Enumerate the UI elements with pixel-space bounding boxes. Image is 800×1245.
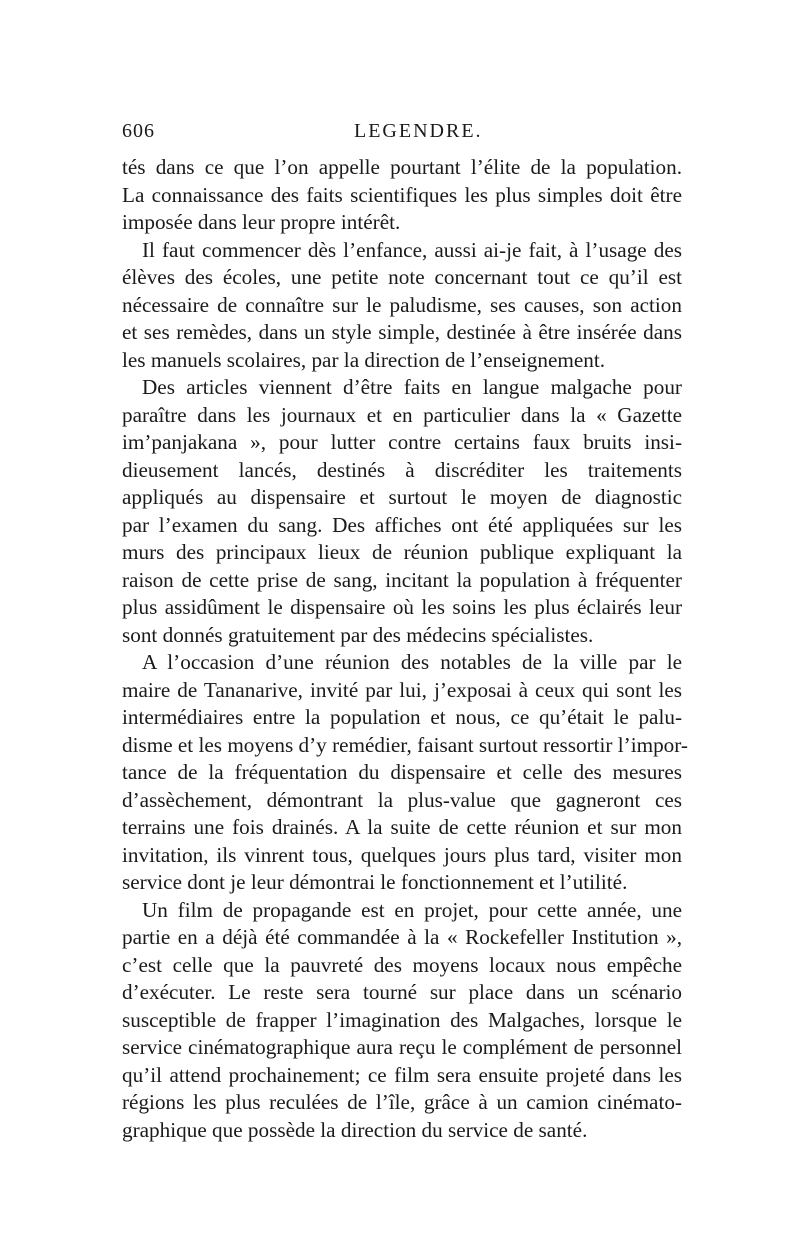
text-line: Il faut commencer dès l’enfance, aussi ai-je fait, à l’usage des [142,237,682,262]
body-text [122,154,688,1144]
text-line: par l’examen du sang. Des affiches ont été appliquées sur les [122,512,682,537]
text-line: intermédiaires entre la population et nous, ce qu’était le palu- [122,705,682,729]
text-line: tés dans ce que l’on appelle pourtant l’élite de la population. [122,155,682,179]
text-line: et ses remèdes, dans un style simple, destinée à être insérée dans [122,320,682,344]
text-line: plus assidûment le dispensaire où les soins les plus éclairés leur [122,595,682,619]
text-line: d’exécuter. Le reste sera tourné sur place dans un scénario [122,980,682,1004]
text-line: c’est celle que la pauvreté des moyens locaux nous empêche [122,952,682,977]
text-line: susceptible de frapper l’imagination des Malgaches, lorsque le [122,1007,682,1032]
text-line: tance de la fréquentation du dispensaire et celle des mesures [122,760,682,784]
paragraph [122,649,688,897]
paragraph [122,154,682,237]
text-line: Des articles viennent d’être faits en langue malgache pour [142,375,682,399]
text-line: A l’occasion d’une réunion des notables de la ville par le [142,650,682,674]
text-line: sont donnés gratuitement par des médecins spécialistes. [122,622,594,647]
text-line: imposée dans leur propre intérêt. [122,210,401,234]
running-head: LEGENDRE. [354,120,483,142]
text-line: nécessaire de connaître sur le paludisme, ses causes, son action [122,292,682,317]
text-line: graphique que possède la direction du service de santé. [122,1117,588,1142]
text-line: régions les plus reculées de l’île, grâce à un camion cinémato- [122,1090,682,1114]
text-line: les manuels scolaires, par la direction de l’enseignement. [122,347,606,372]
text-line: dieusement lancés, destinés à discréditer les traitements [122,457,682,482]
text-line: raison de cette prise de sang, incitant la population à fréquenter [122,567,682,592]
text-line: qu’il attend prochainement; ce film sera ensuite projeté dans les [122,1062,682,1087]
text-line: paraître dans les journaux et en particulier dans la « Gazette [122,402,682,427]
text-line: partie en a déjà été commandée à la « Rockefeller Institution », [122,925,682,949]
text-line: maire de Tananarive, invité par lui, j’exposai à ceux qui sont les [122,677,682,702]
text-line: service cinématographique aura reçu le complément de personnel [122,1035,682,1059]
text-line: service dont je leur démontrai le fonctionnement et l’utilité. [122,870,628,894]
paragraph [122,374,682,649]
text-line: d’assèchement, démontrant la plus-value que gagneront ces [122,787,682,812]
text-line: terrains une fois drainés. A la suite de cette réunion et sur mon [122,815,682,839]
paragraph [122,237,682,375]
paragraph [122,897,682,1145]
text-line: Un film de propagande est en projet, pour cette année, une [142,897,682,922]
text-line: La connaissance des faits scientifiques les plus simples doit être [122,182,682,207]
text-line: invitation, ils vinrent tous, quelques jours plus tard, visiter mon [122,842,682,867]
text-line: disme et les moyens d’y remédier, faisant surtout ressortir l’impor- [122,732,688,757]
text-line: im’panjakana », pour lutter contre certains faux bruits insi- [122,430,682,454]
text-line: appliqués au dispensaire et surtout le moyen de diagnostic [122,485,682,509]
page-number: 606 [122,120,155,142]
text-line: murs des principaux lieux de réunion publique expliquant la [122,540,682,564]
page-header [122,120,682,146]
text-line: élèves des écoles, une petite note concernant tout ce qu’il est [122,265,682,289]
